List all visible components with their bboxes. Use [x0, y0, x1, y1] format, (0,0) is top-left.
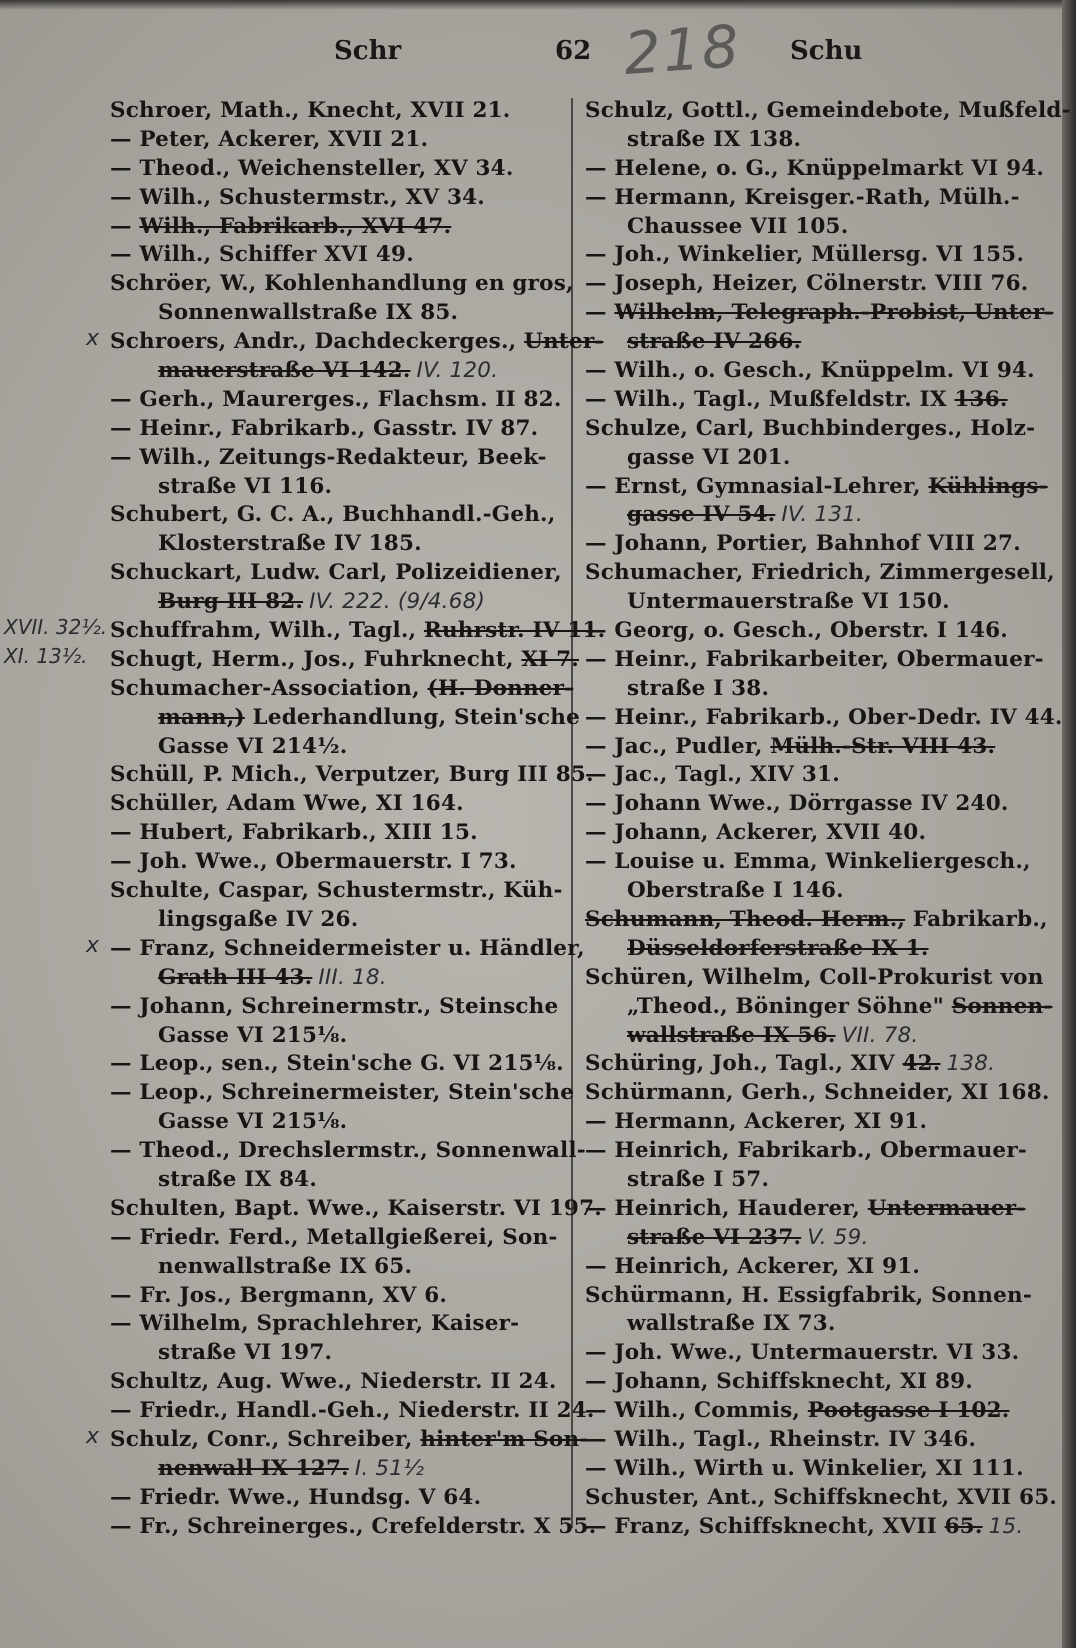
entry-text: Gasse VI 214½.: [158, 733, 348, 759]
handwritten-correction: III. 18.: [318, 964, 387, 990]
struck-text: straße VI 237.: [627, 1224, 802, 1250]
directory-entry-line: [585, 241, 1053, 270]
directory-entry-line: [585, 993, 1053, 1022]
entry-text: — Joh. Wwe., Obermauerstr. I 73.: [110, 849, 517, 875]
directory-entry-line: [110, 1108, 575, 1137]
handwritten-margin-mark: XVII. 32½.: [4, 615, 108, 640]
directory-entry-line: [110, 501, 575, 530]
handwritten-correction: I. 51½: [354, 1455, 425, 1481]
handwritten-correction: IV. 120.: [416, 358, 499, 384]
directory-entry-line: [110, 1079, 575, 1108]
entry-text: — Hermann, Ackerer, XI 91.: [585, 1109, 928, 1135]
struck-text: Wilh., Fabrikarb., XVI 47.: [139, 213, 452, 239]
entry-text: — Leop., Schreinermeister, Stein'sche: [110, 1080, 575, 1106]
directory-entry-line: [585, 646, 1053, 675]
entry-text: Schürmann, Gerh., Schneider, XI 168.: [585, 1080, 1050, 1106]
directory-entry-line: [585, 386, 1053, 415]
entry-text: Untermauerstraße VI 150.: [627, 589, 950, 615]
header-right-keyword: Schu: [790, 36, 863, 66]
directory-entry-line: [110, 1397, 595, 1426]
directory-entry-line: [585, 1022, 1053, 1051]
directory-entry-line: [585, 1282, 1053, 1311]
entry-text: straße IX 84.: [158, 1166, 318, 1192]
entry-text: Schultz, Aug. Wwe., Niederstr. II 24.: [110, 1369, 557, 1395]
entry-text: Schuster, Ant., Schiffsknecht, XVII 65.: [585, 1484, 1058, 1510]
directory-entry-line: [110, 1253, 575, 1282]
directory-entry-line: [585, 184, 1053, 213]
entry-text: — Heinrich, Ackerer, XI 91.: [585, 1253, 921, 1279]
entry-text: Gasse VI 215⅛.: [158, 1109, 348, 1135]
entry-text: — Heinrich, Fabrikarb., Obermauer-: [585, 1138, 1027, 1164]
page-number: 62: [555, 36, 592, 66]
directory-entry-line: [110, 790, 575, 819]
directory-entry-line: [110, 675, 575, 704]
directory-entry-line: [585, 1368, 1053, 1397]
directory-entry-line: [585, 328, 1053, 357]
directory-entry-line: [585, 1397, 1053, 1426]
directory-entry-line: [110, 1224, 575, 1253]
handwritten-correction: VII. 78.: [841, 1022, 919, 1048]
directory-entry-line: [110, 97, 575, 126]
right-column: [585, 97, 1071, 1542]
entry-text: — Heinrich, Hauderer,: [585, 1195, 868, 1221]
entry-text: gasse VI 201.: [627, 444, 791, 470]
directory-entry-line: [110, 733, 575, 762]
entry-text: — Peter, Ackerer, XVII 21.: [110, 126, 429, 152]
entry-text: — Georg, o. Gesch., Oberstr. I 146.: [585, 618, 1008, 644]
directory-entry-line: [585, 617, 1053, 646]
directory-entry-line: [585, 1108, 1053, 1137]
entry-text: Schulze, Carl, Buchbinderges., Holz-: [585, 415, 1036, 441]
directory-entry-line: [110, 213, 575, 242]
entry-text: — Johann, Ackerer, XVII 40.: [585, 820, 927, 846]
struck-text: wallstraße IX 56.: [627, 1022, 836, 1048]
directory-entry-line: [585, 155, 1053, 184]
directory-entry-line: [110, 1195, 602, 1224]
struck-text: 65.: [944, 1513, 983, 1539]
directory-entry-line: [110, 761, 594, 790]
entry-text: — Hermann, Kreisger.-Rath, Mülh.-: [585, 184, 1020, 210]
directory-entry-line: [585, 1455, 1053, 1484]
handwritten-correction: IV. 131.: [781, 502, 864, 528]
entry-text: — Wilh., Commis,: [585, 1398, 808, 1424]
entry-text: — Helene, o. G., Knüppelmarkt VI 94.: [585, 155, 1045, 181]
directory-entry-line: [110, 415, 575, 444]
entry-text: wallstraße IX 73.: [627, 1311, 836, 1337]
directory-entry-line: [110, 184, 575, 213]
entry-text: — Joseph, Heizer, Cölnerstr. VIII 76.: [585, 271, 1029, 297]
directory-entry-line: [585, 415, 1053, 444]
directory-entry-line: [585, 1253, 1053, 1282]
directory-entry-line: [110, 906, 575, 935]
page-top-edge: [0, 0, 1076, 10]
entry-text: Schulte, Caspar, Schustermstr., Küh-: [110, 878, 563, 904]
entry-text: — Theod., Drechslermstr., Sonnenwall-: [110, 1138, 586, 1164]
entry-text: nenwallstraße IX 65.: [158, 1253, 413, 1279]
entry-text: — Franz, Schneidermeister u. Händler,: [110, 935, 585, 961]
struck-text: Schumann, Theod. Herm.,: [585, 906, 906, 932]
directory-entry-line: [110, 1426, 589, 1455]
directory-entry-line: [110, 1339, 575, 1368]
entry-text: Schulz, Gottl., Gemeindebote, Mußfeld-: [585, 98, 1071, 123]
directory-entry-line: [585, 761, 1053, 790]
directory-entry-line: [585, 1166, 1053, 1195]
struck-text: Sonnen-: [951, 993, 1053, 1019]
entry-text: Schüren, Wilhelm, Coll-Prokurist von: [585, 964, 1044, 990]
directory-entry-line: [110, 270, 575, 299]
handwritten-margin-mark: x: [86, 1424, 100, 1450]
entry-text: —: [110, 213, 140, 239]
directory-entry-line: [110, 328, 604, 357]
directory-entry-line: [585, 530, 1053, 559]
directory-entry-line: [110, 444, 575, 473]
directory-entry-line: [585, 935, 1053, 964]
directory-entry-line: [585, 1310, 1053, 1339]
entry-text: „Theod., Böninger Söhne": [627, 993, 952, 1019]
entry-text: — Wilh., Tagl., Rheinstr. IV 346.: [585, 1426, 977, 1452]
directory-entry-line: [110, 1022, 575, 1051]
entry-text: Schulten, Bapt. Wwe., Kaiserstr. VI 197.: [110, 1195, 602, 1221]
directory-entry-line: [585, 588, 1053, 617]
directory-entry-line: [585, 299, 1053, 328]
directory-entry-line: [585, 357, 1053, 386]
directory-entry-line: [110, 1282, 575, 1311]
entry-text: Schuckart, Ludw. Carl, Polizeidiener,: [110, 560, 562, 586]
directory-entry-line: [110, 964, 575, 993]
entry-text: — Wilh., Wirth u. Winkelier, XI 111.: [585, 1455, 1024, 1481]
entry-text: — Franz, Schiffsknecht, XVII: [585, 1513, 945, 1539]
entry-text: Schüring, Joh., Tagl., XIV: [585, 1051, 903, 1077]
struck-text: XI 7.: [521, 646, 579, 672]
directory-entry-line: [585, 97, 1071, 126]
directory-entry-line: [110, 530, 575, 559]
directory-entry-line: [110, 819, 575, 848]
entry-text: — Wilh., o. Gesch., Knüppelm. VI 94.: [585, 358, 1035, 384]
handwritten-correction: 138.: [946, 1051, 996, 1077]
entry-text: — Heinr., Fabrikarbeiter, Obermauer-: [585, 646, 1044, 672]
entry-text: straße IX 138.: [627, 126, 802, 152]
entry-text: straße VI 197.: [158, 1340, 333, 1366]
directory-entry-line: [585, 1484, 1058, 1513]
directory-entry-line: [110, 617, 606, 646]
struck-text: nenwall IX 127.: [158, 1455, 349, 1481]
entry-text: — Wilh., Schiffer XVI 49.: [110, 242, 414, 268]
entry-text: — Johann, Schiffsknecht, XI 89.: [585, 1369, 973, 1395]
struck-text: Burg III 82.: [158, 589, 304, 615]
entry-text: — Wilh., Tagl., Mußfeldstr. IX: [585, 386, 955, 412]
directory-entry-line: [585, 501, 1053, 530]
entry-text: Schubert, G. C. A., Buchhandl.-Geh.,: [110, 502, 556, 528]
directory-entry-line: [585, 733, 1053, 762]
left-column: [110, 97, 606, 1542]
entry-text: Schüll, P. Mich., Verputzer, Burg III 85.: [110, 762, 594, 788]
entry-text: — Theod., Weichensteller, XV 34.: [110, 155, 514, 181]
handwritten-margin-mark: XI. 13½.: [4, 644, 88, 669]
struck-text: Mülh.-Str. VIII 43.: [770, 733, 996, 759]
entry-text: — Johann, Portier, Bahnhof VIII 27.: [585, 531, 1021, 557]
entry-text: — Wilh., Zeitungs-Redakteur, Beek-: [110, 444, 547, 470]
entry-text: — Fr., Schreinerges., Crefelderstr. X 55.: [110, 1513, 597, 1539]
entry-text: — Hubert, Fabrikarb., XIII 15.: [110, 820, 478, 846]
entry-text: Schugt, Herm., Jos., Fuhrknecht,: [110, 646, 522, 672]
entry-text: Gasse VI 215⅛.: [158, 1022, 348, 1048]
directory-entry-line: [585, 1050, 1053, 1079]
entry-text: — Heinr., Fabrikarb., Gasstr. IV 87.: [110, 415, 539, 441]
entry-text: Schumacher, Friedrich, Zimmergesell,: [585, 560, 1055, 586]
entry-text: Schumacher-Association,: [110, 675, 428, 701]
entry-text: — Gerh., Maurerges., Flachsm. II 82.: [110, 386, 562, 412]
entry-text: — Ernst, Gymnasial-Lehrer,: [585, 473, 929, 499]
entry-text: Oberstraße I 146.: [627, 878, 844, 904]
directory-entry-line: [110, 473, 575, 502]
directory-entry-line: [585, 964, 1053, 993]
entry-text: — Jac., Tagl., XIV 31.: [585, 762, 840, 788]
directory-entry-line: [585, 473, 1053, 502]
entry-text: — Johann Wwe., Dörrgasse IV 240.: [585, 791, 1009, 817]
directory-entry-line: [110, 241, 575, 270]
struck-text: mauerstraße VI 142.: [158, 358, 411, 384]
struck-text: hinter'm Son-: [420, 1426, 589, 1452]
directory-entry-line: [585, 790, 1053, 819]
directory-entry-line: [585, 1195, 1053, 1224]
handwritten-correction: IV. 222. (9/4.68): [309, 589, 486, 615]
directory-entry-line: [585, 1339, 1053, 1368]
entry-text: Lederhandlung, Stein'sche: [244, 704, 581, 730]
struck-text: 42.: [902, 1051, 941, 1077]
entry-text: Schroers, Andr., Dachdeckerges.,: [110, 329, 525, 355]
pencil-page-number: 218: [621, 12, 743, 88]
directory-entry-line: [585, 675, 1053, 704]
entry-text: lingsgaße IV 26.: [158, 906, 359, 932]
entry-text: Schuffrahm, Wilh., Tagl.,: [110, 618, 424, 644]
entry-text: straße I 57.: [627, 1166, 770, 1192]
directory-entry-line: [110, 1484, 575, 1513]
struck-text: Wilhelm, Telegraph.-Probist, Unter-: [614, 300, 1054, 326]
directory-entry-line: [585, 559, 1053, 588]
entry-text: — Friedr. Ferd., Metallgießerei, Son-: [110, 1224, 558, 1250]
entry-text: — Friedr., Handl.-Geh., Niederstr. II 24.: [110, 1398, 595, 1424]
struck-text: Unter-: [524, 329, 604, 355]
header-left-keyword: Schr: [334, 36, 402, 66]
entry-text: Schroer, Math., Knecht, XVII 21.: [110, 98, 511, 123]
struck-text: Untermauer-: [867, 1195, 1026, 1221]
directory-entry-line: [110, 1368, 575, 1397]
entry-text: — Friedr. Wwe., Hundsg. V 64.: [110, 1484, 482, 1510]
directory-entry-line: [585, 877, 1053, 906]
directory-entry-line: [585, 1137, 1053, 1166]
struck-text: Kühlings-: [928, 473, 1048, 499]
directory-entry-line: [110, 1050, 575, 1079]
directory-entry-line: [585, 1224, 1053, 1253]
directory-entry-line: [585, 213, 1053, 242]
directory-entry-line: [110, 877, 575, 906]
entry-text: Schüller, Adam Wwe, XI 164.: [110, 791, 464, 817]
entry-text: —: [585, 300, 615, 326]
handwritten-correction: V. 59.: [807, 1224, 869, 1250]
handwritten-margin-mark: x: [86, 326, 100, 352]
struck-text: Grath III 43.: [158, 964, 313, 990]
entry-text: Klosterstraße IV 185.: [158, 531, 422, 557]
directory-entry-line: [585, 1426, 1053, 1455]
entry-text: Schürmann, H. Essigfabrik, Sonnen-: [585, 1282, 1032, 1308]
entry-text: — Wilh., Schustermstr., XV 34.: [110, 184, 485, 210]
struck-text: gasse IV 54.: [627, 502, 776, 528]
directory-entry-line: [110, 559, 575, 588]
directory-entry-line: [585, 819, 1053, 848]
entry-text: Schulz, Conr., Schreiber,: [110, 1426, 421, 1452]
directory-entry-line: [110, 1137, 586, 1166]
entry-text: Sonnenwallstraße IX 85.: [158, 300, 459, 326]
directory-entry-line: [110, 704, 581, 733]
directory-entry-line: [110, 1455, 575, 1484]
directory-entry-line: [110, 1513, 597, 1542]
struck-text: Pootgasse I 102.: [807, 1398, 1010, 1424]
entry-text: — Joh., Winkelier, Müllersg. VI 155.: [585, 242, 1025, 268]
entry-text: — Jac., Pudler,: [585, 733, 771, 759]
directory-entry-line: [110, 357, 575, 386]
page-header: [0, 12, 1076, 88]
directory-entry-line: [110, 1166, 575, 1195]
entry-text: Schröer, W., Kohlenhandlung en gros,: [110, 271, 574, 297]
struck-text: mann,): [158, 704, 245, 730]
directory-entry-line: [110, 155, 575, 184]
directory-entry-line: [110, 299, 575, 328]
entry-text: Chaussee VII 105.: [627, 213, 849, 239]
struck-text: Düsseldorferstraße IX 1.: [627, 935, 929, 961]
entry-text: — Heinr., Fabrikarb., Ober-Dedr. IV 44.: [585, 704, 1063, 730]
directory-entry-line: [110, 993, 575, 1022]
directory-entry-line: [585, 1513, 1053, 1542]
directory-entry-line: [585, 270, 1053, 299]
entry-text: — Fr. Jos., Bergmann, XV 6.: [110, 1282, 448, 1308]
directory-entry-line: [110, 646, 579, 675]
struck-text: (H. Donner-: [427, 675, 574, 701]
page-right-edge: [1062, 0, 1076, 1648]
directory-entry-line: [585, 906, 1053, 935]
entry-text: — Leop., sen., Stein'sche G. VI 215⅛.: [110, 1051, 564, 1077]
entry-text: straße I 38.: [627, 675, 770, 701]
struck-text: Ruhrstr. IV 11.: [423, 618, 606, 644]
entry-text: — Joh. Wwe., Untermauerstr. VI 33.: [585, 1340, 1020, 1366]
directory-entry-line: [585, 848, 1053, 877]
entry-text: Fabrikarb.,: [905, 906, 1048, 932]
directory-entry-line: [585, 444, 1053, 473]
directory-entry-line: [585, 704, 1063, 733]
directory-entry-line: [585, 1079, 1053, 1108]
handwritten-correction: 15.: [988, 1513, 1024, 1539]
handwritten-margin-mark: x: [86, 933, 100, 959]
directory-entry-line: [110, 848, 575, 877]
entry-text: — Louise u. Emma, Winkeliergesch.,: [585, 849, 1031, 875]
directory-entry-line: [110, 126, 575, 155]
directory-entry-line: [585, 126, 1053, 155]
directory-entry-line: [110, 1310, 575, 1339]
struck-text: 136.: [954, 386, 1008, 412]
directory-entry-line: [110, 588, 575, 617]
entry-text: straße VI 116.: [158, 473, 333, 499]
directory-entry-line: [110, 935, 585, 964]
struck-text: straße IV 266.: [627, 329, 802, 355]
directory-entry-line: [110, 386, 575, 415]
entry-text: — Wilhelm, Sprachlehrer, Kaiser-: [110, 1311, 520, 1337]
entry-text: — Johann, Schreinermstr., Steinsche: [110, 993, 559, 1019]
